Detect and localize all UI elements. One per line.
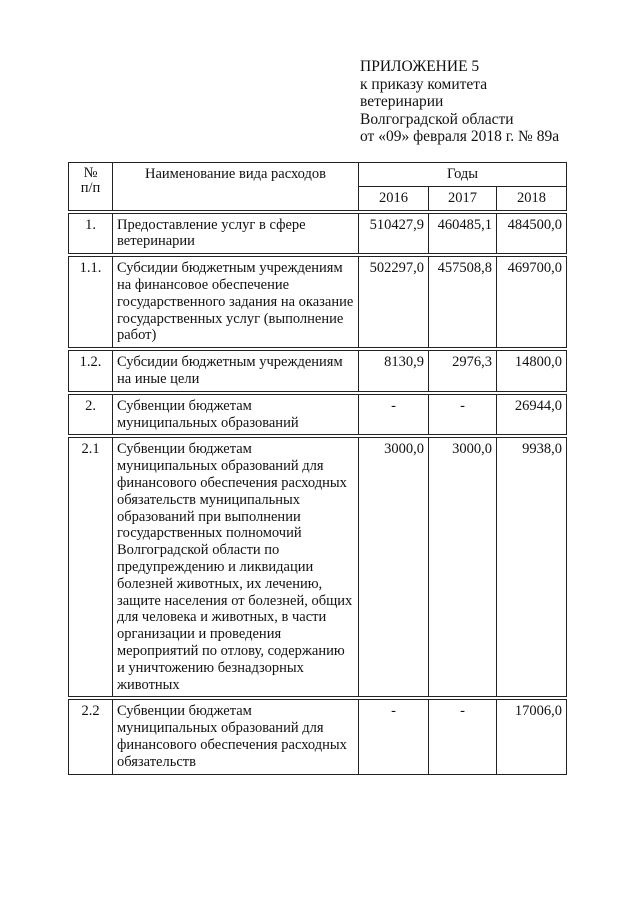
row-num: 1. — [69, 213, 113, 254]
header-years: Годы — [359, 163, 567, 187]
row-value-2017: - — [429, 394, 497, 435]
row-value-2018: 14800,0 — [497, 351, 567, 392]
table-row — [69, 213, 567, 254]
row-value-2016: - — [359, 700, 429, 774]
row-num: 2.2 — [69, 700, 113, 774]
row-value-2018: 9938,0 — [497, 438, 567, 697]
appendix-line: к приказу комитета — [360, 75, 488, 93]
row-value-2016: 3000,0 — [359, 438, 429, 697]
row-value-2016: - — [359, 394, 429, 435]
row-value-2018: 484500,0 — [497, 213, 567, 254]
row-name: Предоставление услуг в сфере ветеринарии — [113, 213, 359, 254]
table-header-row — [69, 163, 567, 187]
row-value-2016: 8130,9 — [359, 351, 429, 392]
row-value-2017: 2976,3 — [429, 351, 497, 392]
header-year-2016: 2016 — [359, 186, 429, 210]
row-name: Субсидии бюджетным учреждениям на иные цели — [113, 351, 359, 392]
header-num — [69, 163, 113, 211]
appendix-line: от «09» февраля 2018 г. № 89а — [360, 128, 560, 145]
row-value-2017: 3000,0 — [429, 438, 497, 697]
row-value-2016: 502297,0 — [359, 257, 429, 348]
table-row — [69, 351, 567, 392]
appendix-line: ветеринарии — [360, 93, 444, 110]
appendix-block — [360, 58, 559, 146]
appendix-title: ПРИЛОЖЕНИЕ 5 — [360, 58, 480, 75]
row-num: 1.1. — [69, 257, 113, 348]
row-value-2017: 460485,1 — [429, 213, 497, 254]
header-year-2018: 2018 — [497, 186, 567, 210]
appendix-line: Волгоградской области — [360, 110, 514, 128]
row-num: 2.1 — [69, 438, 113, 697]
table-row — [69, 700, 567, 774]
row-value-2018: 469700,0 — [497, 257, 567, 348]
row-value-2016: 510427,9 — [359, 213, 429, 254]
row-value-2017: 457508,8 — [429, 257, 497, 348]
row-num: 2. — [69, 394, 113, 435]
row-value-2018: 17006,0 — [497, 700, 567, 774]
header-name: Наименование вида расходов — [113, 163, 359, 211]
row-name: Субвенции бюджетам муниципальных образований для финансового обеспечения расходных обязательств — [113, 700, 359, 774]
row-num: 1.2. — [69, 351, 113, 392]
row-name: Субвенции бюджетам муниципальных образований — [113, 394, 359, 435]
table-row — [69, 438, 567, 697]
table-row — [69, 394, 567, 435]
row-value-2017: - — [429, 700, 497, 774]
row-name: Субсидии бюджетным учреждениям на финансовое обеспечение государственного задания на оказание государственных услуг (выполнение работ) — [113, 257, 359, 348]
row-value-2018: 26944,0 — [497, 394, 567, 435]
expenses-table — [68, 162, 567, 775]
header-num-line2: п/п — [80, 180, 101, 196]
header-year-2017: 2017 — [429, 186, 497, 210]
table-row — [69, 257, 567, 348]
header-num-line1: № — [83, 165, 98, 181]
row-name: Субвенции бюджетам муниципальных образований для финансового обеспечения расходных обязательств муниципальных образований при выполнении государственных полномочий Волгоградской области по предупреждению и ликвидации болезней животных, их лечению, защите населения от болезней, общих для человека и животных, в части организации и проведения мероприятий по отлову, содержанию и уничтожению безнадзорных животных — [113, 438, 359, 697]
